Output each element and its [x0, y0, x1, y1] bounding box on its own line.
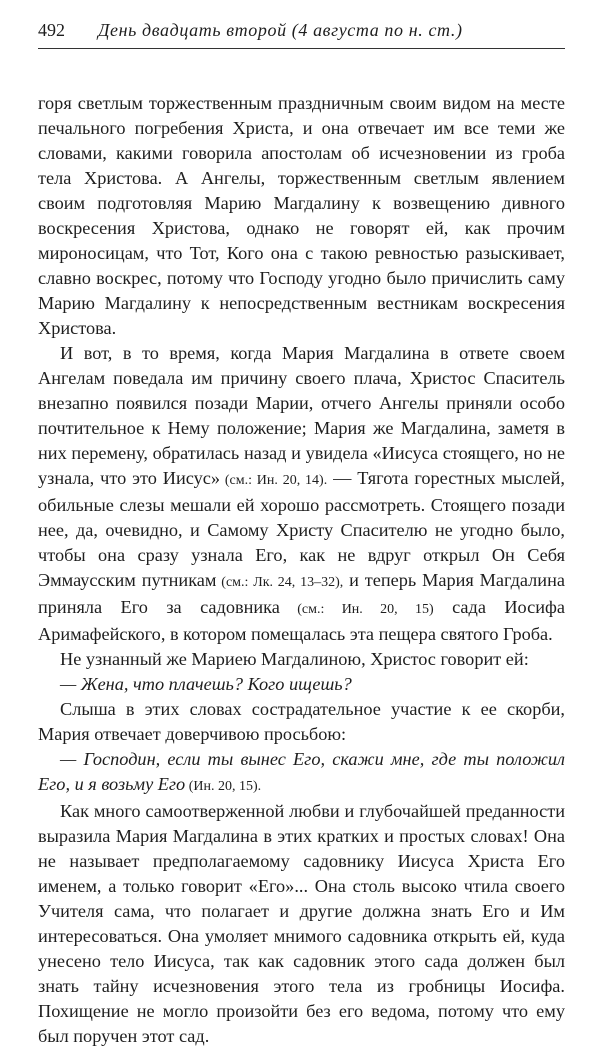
- paragraph-text: Не узнанный же Мариею Магдалиною, Христос говорит ей:: [60, 649, 529, 669]
- paragraph-3: [38, 647, 565, 672]
- scripture-reference: (Ин. 20, 15).: [185, 779, 262, 794]
- paragraph-text: Слыша в этих словах сострадательное участие к ее скорби, Мария отвечает доверчивою просьбою:: [38, 699, 565, 744]
- paragraph-5: [38, 799, 565, 1049]
- paragraph-text: горя светлым торжественным праздничным своим видом на месте печального погребения Христа, и она отвечает им все теми же словами, какими говорила апостолам об исчезновении из гроба тела Христова. А Ангелы, торжественным светлым явлением своим подготовляя Марию Магдалину к возвещению дивного воскресения Христова, однако не говорят ей, как прочим мироносицам, что Тот, Кого она с такою ревностью разыскивает, славно воскрес, потому что Господу угодно было причислить саму Марию Магдалину к непосредственным вестникам воскресения Христова.: [38, 93, 565, 338]
- dialogue-quote-1: [38, 672, 565, 697]
- paragraph-text: Как много самоотверженной любви и глубочайшей преданности выразила Мария Магдалина в этих кратких и простых словах! Она не называет предполагаемому садовнику Иисуса Христа Его именем, а только говорит «Его»... Она столь высоко чтила своего Учителя сама, что полагает и другие должна знать Его и Им интересоваться. Она умоляет мнимого садовника открыть ей, куда унесено тело Иисуса, так как садовник этого сада должен был знать тайну исчезновения этого тела из гробницы Иосифа. Похищение не могло произойти без его ведома, потому что ему был поручен этот сад.: [38, 801, 565, 1046]
- paragraph-text: — Тягота горестных мыслей, обильные слезы мешали ей хорошо рассмотреть. Стоящего позади нее, да, очевидно, и Самому Христу Спасителю не угодно было, чтобы она сразу узнала Его, как не вдруг открыл Он Себя Эммаусским путникам: [38, 468, 565, 590]
- page-number: 492: [38, 20, 65, 40]
- page-header: [38, 20, 565, 49]
- paragraph-text: И вот, в то время, когда Мария Магдалина в ответе своем Ангелам поведала им причину своего плача, Христос Спаситель внезапно появился позади Марии, отчего Ангелы приняли особо почтительное к Нему положение; Мария же Магдалина, заметя в них перемену, обратилась назад и увидела «Иисуса стоящего, но не узнала, что это Иисус»: [38, 343, 565, 488]
- paragraph-4: [38, 697, 565, 747]
- scripture-reference: (см.: Лк. 24, 13–32),: [216, 575, 344, 590]
- paragraph-text: и теперь Мария Магдалина приняла Его за садовника: [38, 570, 565, 617]
- paragraph-2: [38, 341, 565, 647]
- dialogue-quote-2: [38, 747, 565, 799]
- page-body: [38, 91, 565, 1049]
- scripture-reference: (см.: Ин. 20, 14).: [220, 473, 328, 488]
- paragraph-text: сада Иосифа Аримафейского, в котором помещалась эта пещера святого Гроба.: [38, 597, 565, 644]
- quote-text: — Жена, что плачешь? Кого ищешь?: [60, 674, 352, 694]
- running-title: День двадцать второй (4 августа по н. ст.): [98, 20, 463, 40]
- paragraph-1: [38, 91, 565, 341]
- scripture-reference: (см.: Ин. 20, 15): [279, 602, 434, 617]
- quote-text: — Господин, если ты вынес Его, скажи мне, где ты положил Его, и я возьму Его: [38, 749, 565, 794]
- book-page: [38, 20, 565, 1049]
